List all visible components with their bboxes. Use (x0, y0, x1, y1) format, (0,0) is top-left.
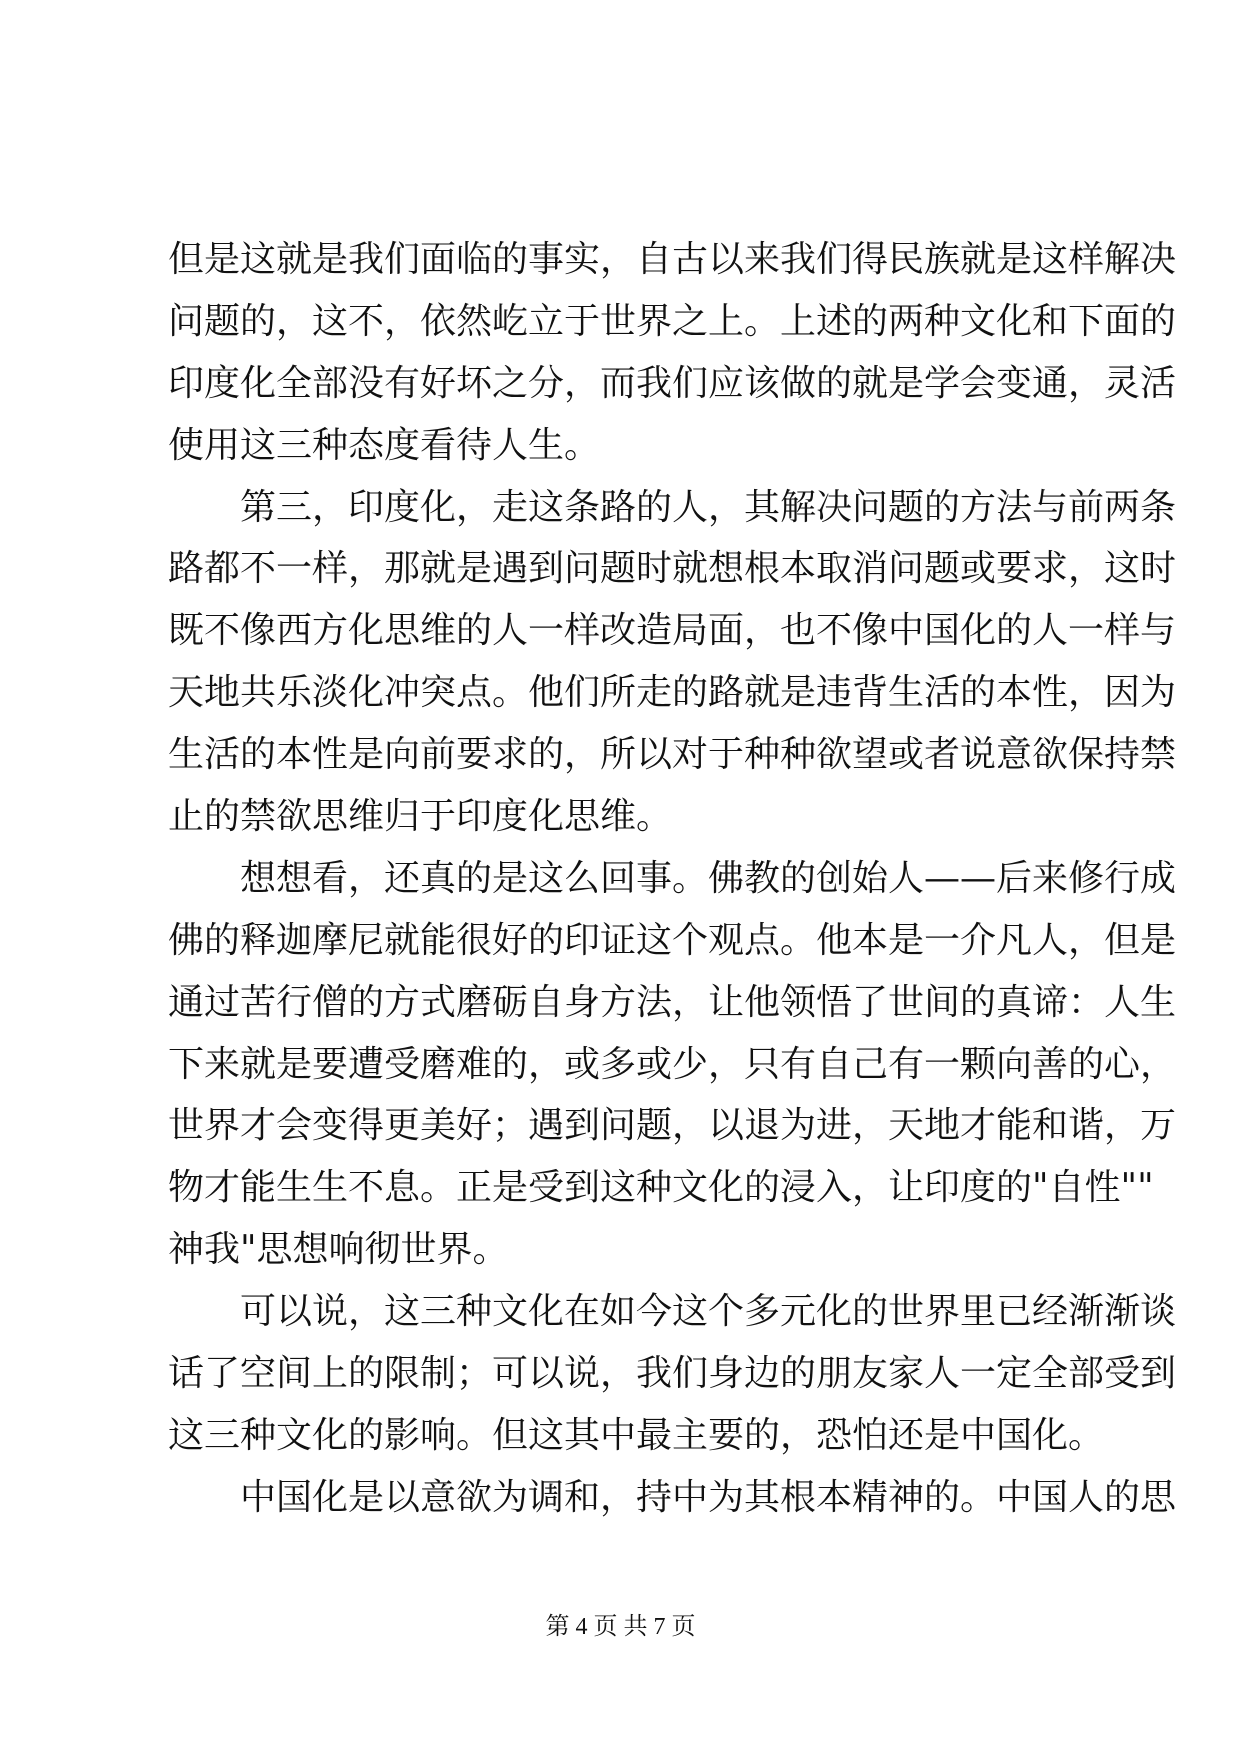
paragraph (168, 1467, 1177, 1529)
text-line: 但是这就是我们面临的事实，自古以来我们得民族就是这样解决 (168, 239, 1177, 280)
text-line: 既不像西方化思维的人一样改造局面，也不像中国化的人一样与 (168, 610, 1177, 652)
text-line: 生活的本性是向前要求的，所以对于种种欲望或者说意欲保持禁 (168, 734, 1177, 776)
paragraph (168, 229, 1177, 477)
text-line: 话了空间上的限制；可以说，我们身边的朋友家人一定全部受到 (168, 1353, 1177, 1395)
text-line: 佛的释迦摩尼就能很好的印证这个观点。他本是一介凡人，但是 (168, 919, 1177, 961)
paragraph (168, 1281, 1177, 1467)
paragraph (168, 477, 1177, 848)
text-line: 中国化是以意欲为调和，持中为其根本精神的。中国人的思 (240, 1476, 1177, 1518)
text-line: 使用这三种态度看待人生。 (168, 424, 601, 466)
text-line: 天地共乐淡化冲突点。他们所走的路就是违背生活的本性，因为 (168, 672, 1177, 714)
text-line: 可以说，这三种文化在如今这个多元化的世界里已经渐渐谈 (240, 1291, 1177, 1333)
text-line: 第三，印度化，走这条路的人，其解决问题的方法与前两条 (240, 486, 1177, 528)
text-line: 路都不一样，那就是遇到问题时就想根本取消问题或要求，这时 (168, 548, 1177, 590)
document-body (168, 229, 1177, 1529)
text-line: 想想看，还真的是这么回事。佛教的创始人——后来修行成 (240, 857, 1177, 899)
text-line: 神我"思想响彻世界。 (168, 1229, 509, 1271)
text-line: 世界才会变得更美好；遇到问题，以退为进，天地才能和谐，万 (168, 1105, 1177, 1147)
page-footer: 第 4 页 共 7 页 (545, 1614, 696, 1640)
text-line: 止的禁欲思维归于印度化思维。 (168, 796, 673, 838)
text-line: 问题的，这不，依然屹立于世界之上。上述的两种文化和下面的 (168, 300, 1177, 342)
text-line: 印度化全部没有好坏之分，而我们应该做的就是学会变通，灵活 (168, 362, 1177, 404)
paragraph (168, 848, 1177, 1281)
text-line: 下来就是要遭受磨难的，或多或少，只有自己有一颗向善的心， (168, 1043, 1177, 1085)
text-line: 物才能生生不息。正是受到这种文化的浸入，让印度的"自性"" (168, 1167, 1154, 1209)
text-line: 这三种文化的影响。但这其中最主要的，恐怕还是中国化。 (168, 1414, 1105, 1456)
text-line: 通过苦行僧的方式磨砺自身方法，让他领悟了世间的真谛：人生 (168, 981, 1177, 1023)
